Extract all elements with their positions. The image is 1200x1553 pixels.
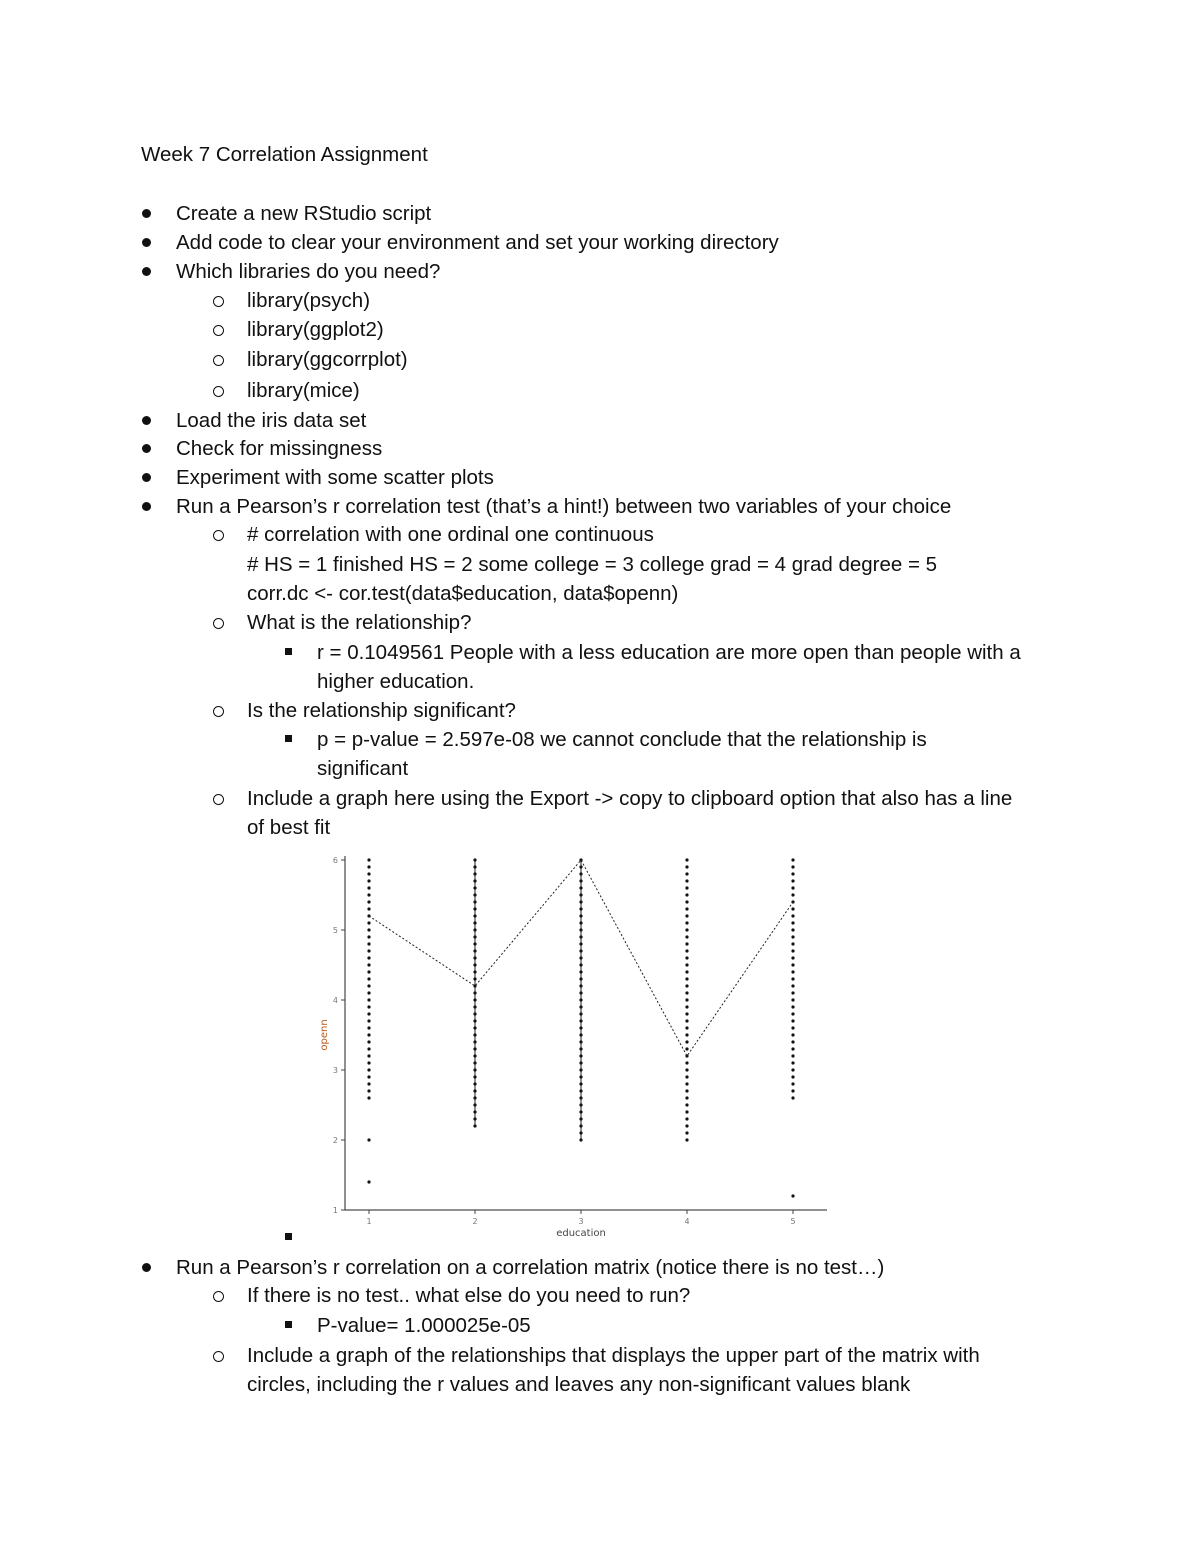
list-item: Run a Pearson’s r correlation test (that’s a hint!) between two variables of your choice — [176, 495, 952, 518]
data-point — [791, 1082, 794, 1085]
data-point — [685, 900, 688, 903]
data-point — [367, 1040, 370, 1043]
list-item: If there is no test.. what else do you need to run? — [247, 1284, 691, 1307]
bullet-dot — [142, 209, 151, 218]
data-point — [473, 879, 476, 882]
data-point — [579, 865, 582, 868]
data-point — [367, 1089, 370, 1092]
y-tick-label: 6 — [332, 856, 338, 865]
data-point — [579, 1040, 582, 1043]
data-point — [791, 956, 794, 959]
data-point — [685, 1131, 688, 1134]
data-point — [685, 1061, 688, 1064]
list-item: # HS = 1 finished HS = 2 some college = 3 college grad = 4 grad degree = 5 — [247, 553, 938, 576]
data-point — [791, 935, 794, 938]
data-point — [579, 1131, 582, 1134]
data-point — [791, 977, 794, 980]
data-point — [579, 935, 582, 938]
data-point — [579, 872, 582, 875]
data-point — [685, 1082, 688, 1085]
bullet-square — [285, 1233, 292, 1240]
data-point — [685, 970, 688, 973]
list-item: Experiment with some scatter plots — [176, 466, 494, 489]
data-point — [685, 1040, 688, 1043]
data-point — [473, 1054, 476, 1057]
list-item: Load the iris data set — [176, 409, 367, 432]
list-item: What is the relationship? — [247, 611, 472, 634]
x-tick-label: 4 — [684, 1217, 690, 1226]
data-point — [473, 928, 476, 931]
data-point — [579, 949, 582, 952]
data-point — [579, 886, 582, 889]
list-item: circles, including the r values and leaves any non-significant values blank — [247, 1373, 911, 1396]
data-point — [685, 1089, 688, 1092]
data-point — [367, 956, 370, 959]
data-point — [367, 942, 370, 945]
data-point — [685, 886, 688, 889]
list-item: Check for missingness — [176, 437, 383, 460]
data-point — [685, 1068, 688, 1071]
data-point — [473, 1019, 476, 1022]
data-point — [791, 1075, 794, 1078]
data-point — [367, 886, 370, 889]
data-point — [579, 1124, 582, 1127]
y-tick-label: 2 — [332, 1136, 338, 1145]
bullet-circle — [213, 296, 224, 307]
data-point — [473, 1103, 476, 1106]
data-point — [579, 1096, 582, 1099]
data-point — [791, 1047, 794, 1050]
data-point — [791, 1012, 794, 1015]
x-tick-label: 3 — [578, 1217, 584, 1226]
data-point — [367, 1026, 370, 1029]
data-point — [367, 893, 370, 896]
data-point — [473, 914, 476, 917]
data-point — [367, 1096, 370, 1099]
data-point — [473, 900, 476, 903]
data-point — [367, 1012, 370, 1015]
list-item: Create a new RStudio script — [176, 202, 432, 225]
bullet-circle — [213, 530, 224, 541]
data-point — [367, 998, 370, 1001]
bullet-dot — [142, 416, 151, 425]
data-point — [791, 942, 794, 945]
data-point — [367, 1138, 370, 1141]
data-point — [685, 1075, 688, 1078]
data-point — [685, 858, 688, 861]
list-item: Which libraries do you need? — [176, 260, 441, 283]
x-axis-label: education — [556, 1228, 606, 1239]
data-point — [367, 1075, 370, 1078]
data-point — [791, 872, 794, 875]
data-point — [367, 963, 370, 966]
data-point — [367, 921, 370, 924]
bullet-circle — [213, 325, 224, 336]
data-point — [791, 1194, 794, 1197]
data-point — [685, 949, 688, 952]
list-item: Include a graph here using the Export -> copy to clipboard option that also has a line — [247, 787, 1013, 810]
data-point — [685, 991, 688, 994]
page-title: Week 7 Correlation Assignment — [141, 143, 428, 166]
data-point — [791, 1089, 794, 1092]
data-point — [791, 879, 794, 882]
bullet-dot — [142, 238, 151, 247]
data-point — [473, 893, 476, 896]
data-point — [791, 1019, 794, 1022]
list-item: corr.dc <- cor.test(data$education, data$openn) — [247, 582, 679, 605]
data-point — [791, 998, 794, 1001]
data-point — [579, 893, 582, 896]
data-point — [791, 984, 794, 987]
list-item: library(psych) — [247, 289, 371, 312]
data-point — [791, 865, 794, 868]
data-point — [579, 1103, 582, 1106]
data-point — [473, 1075, 476, 1078]
bullet-square — [285, 648, 292, 655]
data-point — [579, 942, 582, 945]
data-point — [367, 1047, 370, 1050]
data-point — [473, 998, 476, 1001]
data-point — [579, 984, 582, 987]
list-item: significant — [317, 757, 409, 780]
data-point — [473, 949, 476, 952]
data-point — [791, 1033, 794, 1036]
data-point — [579, 1061, 582, 1064]
data-point — [579, 1075, 582, 1078]
data-point — [473, 1026, 476, 1029]
data-point — [579, 1068, 582, 1071]
data-point — [579, 1082, 582, 1085]
data-point — [685, 1005, 688, 1008]
data-point — [579, 963, 582, 966]
data-point — [367, 1082, 370, 1085]
list-item: Add code to clear your environment and set your working directory — [176, 231, 779, 254]
data-point — [367, 865, 370, 868]
data-point — [473, 1082, 476, 1085]
bullet-square — [285, 1321, 292, 1328]
data-point — [367, 935, 370, 938]
data-point — [685, 907, 688, 910]
list-item: Is the relationship significant? — [247, 699, 516, 722]
data-point — [473, 1068, 476, 1071]
data-point — [473, 991, 476, 994]
data-point — [473, 942, 476, 945]
data-point — [473, 1047, 476, 1050]
data-point — [473, 865, 476, 868]
data-point — [579, 956, 582, 959]
data-point — [473, 907, 476, 910]
data-point — [367, 991, 370, 994]
bullet-circle — [213, 1291, 224, 1302]
bullet-dot — [142, 1263, 151, 1272]
data-point — [579, 907, 582, 910]
data-point — [473, 1124, 476, 1127]
data-point — [685, 1012, 688, 1015]
data-point — [685, 914, 688, 917]
list-item: P-value= 1.000025e-05 — [317, 1314, 531, 1337]
data-point — [791, 893, 794, 896]
data-point — [685, 1047, 688, 1050]
data-point — [685, 928, 688, 931]
bullet-dot — [142, 444, 151, 453]
bullet-circle — [213, 1351, 224, 1362]
data-point — [791, 949, 794, 952]
data-point — [579, 928, 582, 931]
y-tick-label: 3 — [332, 1066, 338, 1075]
list-item: Run a Pearson’s r correlation on a correlation matrix (notice there is no test…) — [176, 1256, 885, 1279]
data-point — [473, 963, 476, 966]
data-point — [791, 991, 794, 994]
data-point — [473, 858, 476, 861]
data-point — [473, 872, 476, 875]
data-point — [473, 1005, 476, 1008]
data-point — [579, 1026, 582, 1029]
list-item: higher education. — [317, 670, 475, 693]
data-point — [791, 1096, 794, 1099]
data-point — [791, 1005, 794, 1008]
data-point — [473, 1089, 476, 1092]
data-point — [367, 1054, 370, 1057]
data-point — [579, 970, 582, 973]
data-point — [685, 1110, 688, 1113]
data-point — [473, 1033, 476, 1036]
data-point — [579, 1019, 582, 1022]
data-point — [579, 1110, 582, 1113]
data-point — [791, 1061, 794, 1064]
data-point — [685, 879, 688, 882]
x-tick-label: 5 — [790, 1217, 796, 1226]
data-point — [367, 858, 370, 861]
bullet-dot — [142, 267, 151, 276]
data-point — [367, 970, 370, 973]
scatter-plot — [315, 840, 835, 1240]
data-point — [473, 970, 476, 973]
y-tick-label: 4 — [332, 996, 338, 1005]
bullet-circle — [213, 706, 224, 717]
data-point — [579, 1054, 582, 1057]
bullet-circle — [213, 355, 224, 366]
data-point — [685, 956, 688, 959]
data-point — [685, 998, 688, 1001]
data-point — [791, 858, 794, 861]
data-point — [685, 865, 688, 868]
bullet-dot — [142, 502, 151, 511]
data-point — [473, 935, 476, 938]
data-point — [685, 935, 688, 938]
data-point — [791, 970, 794, 973]
list-item: library(mice) — [247, 379, 360, 402]
data-point — [579, 1005, 582, 1008]
bullet-square — [285, 735, 292, 742]
data-point — [579, 1033, 582, 1036]
data-point — [685, 1033, 688, 1036]
data-point — [473, 977, 476, 980]
data-point — [685, 1124, 688, 1127]
data-point — [473, 1096, 476, 1099]
data-point — [367, 900, 370, 903]
data-point — [579, 991, 582, 994]
data-point — [579, 1117, 582, 1120]
data-point — [367, 1019, 370, 1022]
bullet-circle — [213, 618, 224, 629]
bullet-circle — [213, 794, 224, 805]
data-point — [685, 1138, 688, 1141]
data-point — [579, 977, 582, 980]
data-point — [473, 1117, 476, 1120]
data-point — [579, 1012, 582, 1015]
data-point — [791, 1054, 794, 1057]
data-point — [685, 942, 688, 945]
data-point — [367, 1180, 370, 1183]
x-tick-label: 1 — [366, 1217, 372, 1226]
y-axis-label: openn — [319, 1019, 330, 1051]
data-point — [579, 1047, 582, 1050]
data-point — [579, 914, 582, 917]
data-point — [685, 977, 688, 980]
data-point — [579, 921, 582, 924]
data-point — [685, 1096, 688, 1099]
data-point — [791, 1040, 794, 1043]
data-point — [473, 886, 476, 889]
data-point — [367, 1068, 370, 1071]
list-item: library(ggcorrplot) — [247, 348, 408, 371]
data-point — [791, 886, 794, 889]
data-point — [367, 984, 370, 987]
data-point — [367, 879, 370, 882]
data-point — [367, 1061, 370, 1064]
y-tick-label: 5 — [332, 926, 338, 935]
data-point — [367, 1005, 370, 1008]
data-point — [473, 1012, 476, 1015]
data-point — [791, 963, 794, 966]
data-point — [579, 900, 582, 903]
data-point — [367, 949, 370, 952]
data-point — [685, 893, 688, 896]
data-point — [685, 1019, 688, 1022]
data-point — [685, 963, 688, 966]
bullet-dot — [142, 473, 151, 482]
data-point — [473, 1110, 476, 1113]
data-point — [791, 1026, 794, 1029]
list-item: Include a graph of the relationships that displays the upper part of the matrix with — [247, 1344, 980, 1367]
list-item: r = 0.1049561 People with a less education are more open than people with a — [317, 641, 1021, 664]
list-item: # correlation with one ordinal one continuous — [247, 523, 654, 546]
data-point — [685, 921, 688, 924]
list-item: of best fit — [247, 816, 331, 839]
data-point — [685, 1026, 688, 1029]
bullet-circle — [213, 386, 224, 397]
data-point — [791, 921, 794, 924]
data-point — [367, 928, 370, 931]
data-point — [791, 907, 794, 910]
data-point — [685, 872, 688, 875]
data-point — [685, 984, 688, 987]
data-point — [579, 1138, 582, 1141]
data-point — [367, 977, 370, 980]
data-point — [791, 1068, 794, 1071]
x-tick-label: 2 — [472, 1217, 478, 1226]
list-item: p = p-value = 2.597e-08 we cannot conclude that the relationship is — [317, 728, 927, 751]
data-point — [473, 956, 476, 959]
data-point — [473, 1040, 476, 1043]
y-tick-label: 1 — [332, 1206, 338, 1215]
data-point — [791, 914, 794, 917]
data-point — [473, 921, 476, 924]
list-item: library(ggplot2) — [247, 318, 384, 341]
data-point — [791, 928, 794, 931]
data-point — [579, 1089, 582, 1092]
data-point — [685, 1117, 688, 1120]
data-point — [579, 998, 582, 1001]
data-point — [367, 872, 370, 875]
data-point — [579, 879, 582, 882]
data-point — [473, 1061, 476, 1064]
data-point — [367, 907, 370, 910]
data-point — [685, 1103, 688, 1106]
data-point — [367, 1033, 370, 1036]
